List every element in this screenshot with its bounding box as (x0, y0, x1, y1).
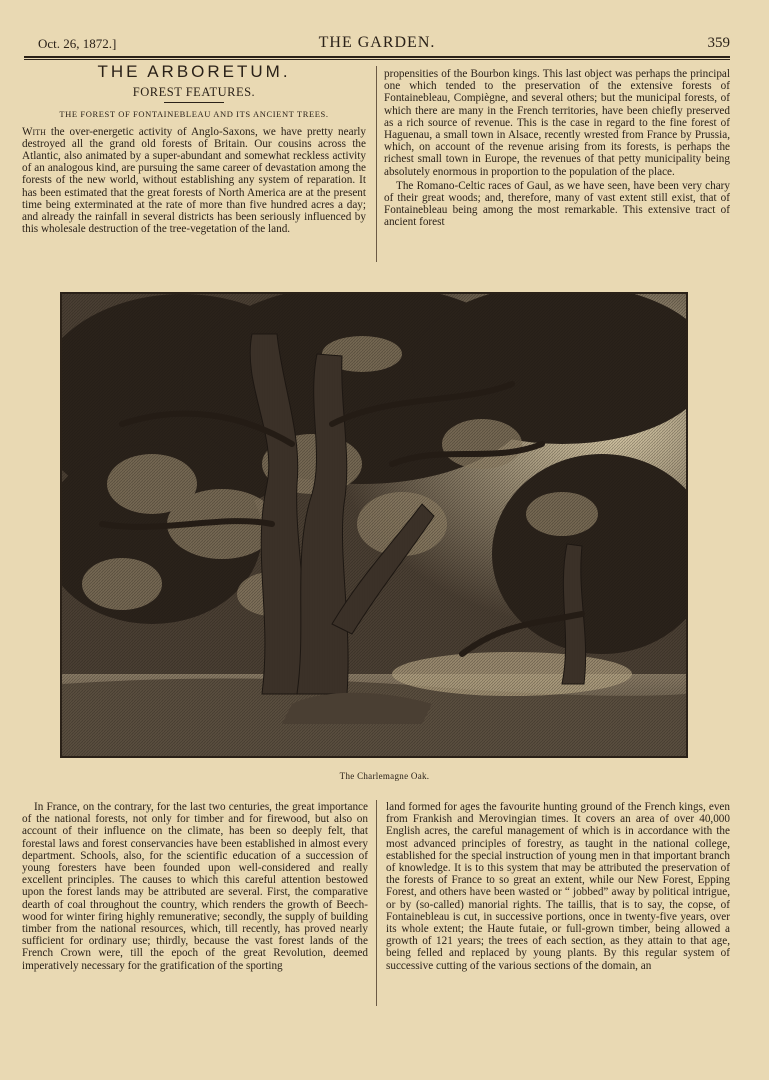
bottom-left-column (22, 801, 368, 974)
column-divider (376, 800, 377, 1006)
page-number: 359 (707, 35, 730, 51)
charlemagne-oak-engraving (60, 292, 688, 758)
header-rule (24, 56, 730, 58)
publication-title: THE GARDEN. (318, 34, 436, 51)
bottom-right-column (386, 801, 730, 974)
paragraph-text: the over-energetic activity of Anglo-Saxons, we have pretty nearly destroyed all the grand old forests of Britain. Our cousins across the Atlantic, also animated by a super-abundant and somewhat reckless activity of an analogous kind, are pursuing the same career of devastation among the forests of the new world, without establishing any system of reparation. It has been estimated that the great forests of North America are at the present time being exterminated at the rate of more than five hundred acres a day; and already the rainfall in several districts has been seriously influenced by this wholesale destruction of the tree-vegetation of the land. (22, 125, 366, 236)
subtitle-rule (164, 102, 224, 103)
paragraph: propensities of the Bourbon kings. This last object was perhaps the principal one which tended to the preservation of the extensive forests of Fontainebleau, Compiègne, and several others; but the municipal forests, of which there are many in the French territories, have been chiefly preserved as a rich source of revenue. This is the case in regard to the fine forest of Haguenau, a small town in Alsace, recently wrested from France by Prussia, which, on account of the revenue arising from its forests, is perhaps the richest small town in Europe, the revenues of that petty municipality being absolutely enormous in proportion to the population of the place. (384, 68, 730, 178)
article-subtitle: FOREST FEATURES. (132, 85, 256, 100)
issue-date: Oct. 26, 1872.] (38, 36, 117, 51)
top-left-column (22, 64, 366, 237)
top-right-column (384, 68, 730, 231)
paragraph: The Romano-Celtic races of Gaul, as we have seen, have been very chary of their great woods; and, therefore, many of vast extent still exist, that of Fontainebleau being among the most remarkable. This extensive tract of ancient forest (384, 179, 730, 229)
header-rule-thin (24, 59, 730, 60)
column-divider (376, 66, 377, 262)
section-title: THE ARBORETUM. (97, 62, 291, 81)
lead-word: With (22, 125, 46, 138)
paragraph: In France, on the contrary, for the last two centuries, the great importance of the national forests, not only for timber and for firewood, but also on account of their influence on the climate, has been so deeply felt, that forestal laws and forest conservancies have been established in almost every department. Schools, also, for the scientific education of a succession of young foresters have been founded upon well-considered and really excellent principles. The causes to which this careful attention bestowed upon the forest lands may be attributed are several. First, the comparative dearth of coal throughout the country, which renders the growth of Beech-wood for winter firing highly remunerative; secondly, the supply of building timber from the national resources, which, till recently, has proved nearly sufficient for ordinary use; thirdly, because the vast forest lands of the French Crown were, till the epoch of the great Revolution, deemed imperatively necessary for the gratification of the sporting (22, 801, 368, 972)
running-head (24, 34, 730, 54)
article-subsubtitle: THE FOREST OF FONTAINEBLEAU AND ITS ANCIENT TREES. (59, 109, 329, 120)
paragraph (22, 126, 366, 236)
engraving-caption: The Charlemagne Oak. (339, 771, 430, 781)
paragraph: land formed for ages the favourite hunting ground of the French kings, even from Frankish and Merovingian times. It covers an area of over 40,000 English acres, the careful management of which is in accordance with the most advanced principles of forestry, as taught in the national college, established for the special instruction of young men in that important branch of knowledge. It is to this system that may be attributed the preservation of the forests of France to so great an extent, while our New Forest, Epping Forest, and others have been wasted or “ jobbed” away by political intrigue, or by (so-called) manorial rights. The taillis, that is to say, the copse, of Fontainebleau is cut, in successive portions, once in twenty-five years, over its whole extent; the Haute futaie, or full-grown timber, being allowed a growth of 121 years; the trees of each section, as they attain to that age, being felled and replaced by young plants. By this regular system of successive cutting of the various sections of the domain, an (386, 801, 730, 972)
